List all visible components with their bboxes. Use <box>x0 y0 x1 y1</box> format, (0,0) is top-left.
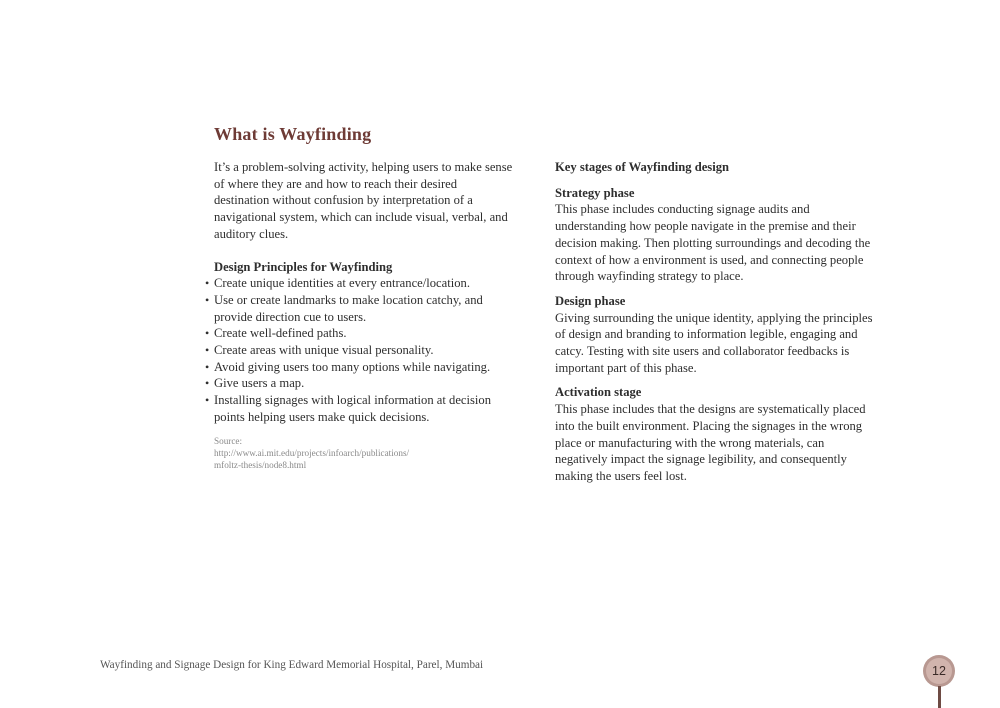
stage-title: Strategy phase <box>555 185 635 200</box>
left-column <box>214 159 514 471</box>
principle-item: • Avoid giving users too many options while navigating. <box>214 359 514 376</box>
principle-item: • Give users a map. <box>214 375 514 392</box>
intro-paragraph: It’s a problem-solving activity, helping users to make sense of where they are and how to reach their desired destination without confusion by interpretation of a navigational system, which can include visual, verbal, and auditory clues. <box>214 160 513 241</box>
principle-item: • Create unique identities at every entrance/location. <box>214 275 514 292</box>
stage-title: Design phase <box>555 293 626 308</box>
source-label: Source: <box>214 435 243 446</box>
stage-text: This phase includes conducting signage audits and understanding how people navigate in the premise and their decision making. Then plotting surroundings and decoding the context of how a environment is used, and connecting people through wayfinding strategy to place. <box>555 202 871 284</box>
key-stages-heading: Key stages of Wayfinding design <box>555 160 730 174</box>
page-number: 12 <box>926 658 952 684</box>
stage-design <box>555 293 875 377</box>
principle-item: • Create areas with unique visual personality. <box>214 342 514 359</box>
source-note <box>214 435 514 472</box>
stage-strategy <box>555 185 875 285</box>
stage-activation <box>555 384 875 484</box>
page-title: What is Wayfinding <box>214 124 372 144</box>
stage-text: This phase includes that the designs are systematically placed into the built environment. Placing the signages in the wrong place or manufacturing with the wrong materials, can negatively impact the signage legibility, and consequently making the users feel lost. <box>555 402 866 483</box>
principles-heading: Design Principles for Wayfinding <box>214 259 393 274</box>
page-footer: Wayfinding and Signage Design for King Edward Memorial Hospital, Parel, Mumbai <box>100 659 484 671</box>
stage-title: Activation stage <box>555 385 642 400</box>
principle-item: • Installing signages with logical information at decision points helping users make quick decisions. <box>214 392 514 425</box>
principle-item: • Create well-defined paths. <box>214 325 514 342</box>
stage-text: Giving surrounding the unique identity, applying the principles of design and branding to information legible, engaging and catcy. Testing with site users and collaborator feedbacks is important part of this phase. <box>555 310 873 375</box>
source-url-line-2: mfoltz-thesis/node8.html <box>214 459 307 470</box>
principle-item: • Use or create landmarks to make location catchy, and provide direction cue to users. <box>214 292 514 325</box>
page-number-badge <box>923 655 955 687</box>
right-column <box>555 159 875 493</box>
page-badge-stem <box>938 686 941 708</box>
principles-list <box>214 275 514 425</box>
source-url-line-1: http://www.ai.mit.edu/projects/infoarch/publications/ <box>214 447 410 458</box>
